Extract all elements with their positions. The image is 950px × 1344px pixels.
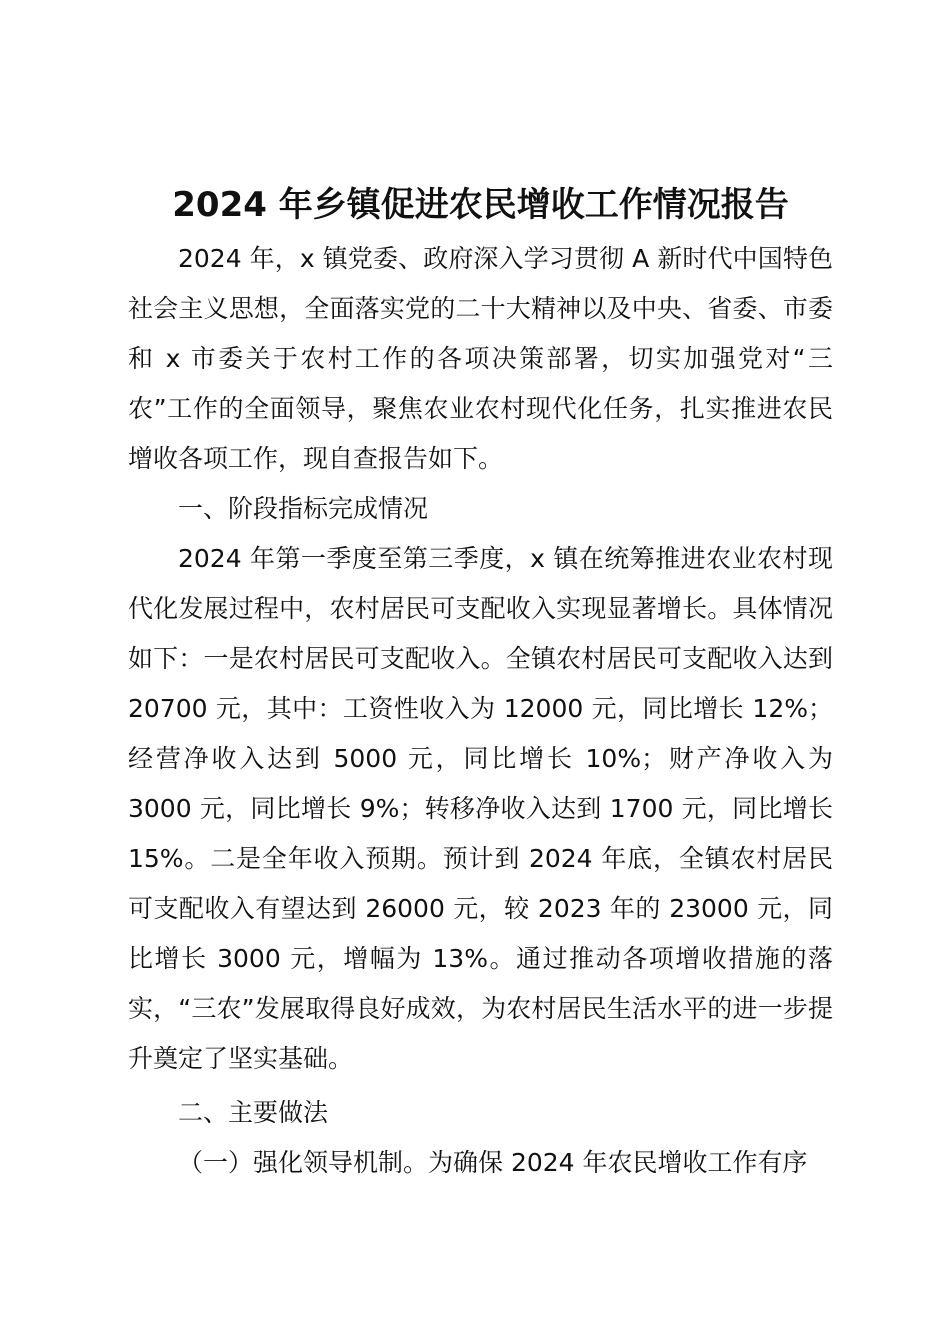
intro-paragraph: 2024 年，x 镇党委、政府深入学习贯彻 A 新时代中国特色社会主义思想，全面落实党的二十大精神以及中央、省委、市委和 x 市委关于农村工作的各项决策部署，切实加强党对“三农”工作的全面领导，聚焦农业农村现代化任务，扎实推进农民增收各项工作，现自查报告如下。	[128, 244, 833, 473]
methods-paragraph: （一）强化领导机制。为确保 2024 年农民增收工作有序	[178, 1148, 808, 1177]
document-title: 2024 年乡镇促进农民增收工作情况报告	[172, 185, 789, 225]
section-heading-indicators: 一、阶段指标完成情况	[178, 494, 429, 523]
indicators-paragraph: 2024 年第一季度至第三季度，x 镇在统筹推进农业农村现代化发展过程中，农村居民可支配收入实现显著增长。具体情况如下：一是农村居民可支配收入。全镇农村居民可支配收入达到 20700 元，其中：工资性收入为 12000 元，同比增长 12%；经营净收入达到 5000 元，同比增长 10%；财产净收入为 3000 元，同比增长 9%；转移净收入达到 1700 元，同比增长 15%。二是全年收入预期。预计到 2024 年底，全镇农村居民可支配收入有望达到 26000 元，较 2023 年的 23000 元，同比增长 3000 元，增幅为 13%。通过推动各项增收措施的落实，“三农”发展取得良好成效，为农村居民生活水平的进一步提升奠定了坚实基础。	[128, 544, 833, 1073]
section-heading-methods: 二、主要做法	[178, 1098, 329, 1127]
document-body	[128, 178, 833, 1188]
